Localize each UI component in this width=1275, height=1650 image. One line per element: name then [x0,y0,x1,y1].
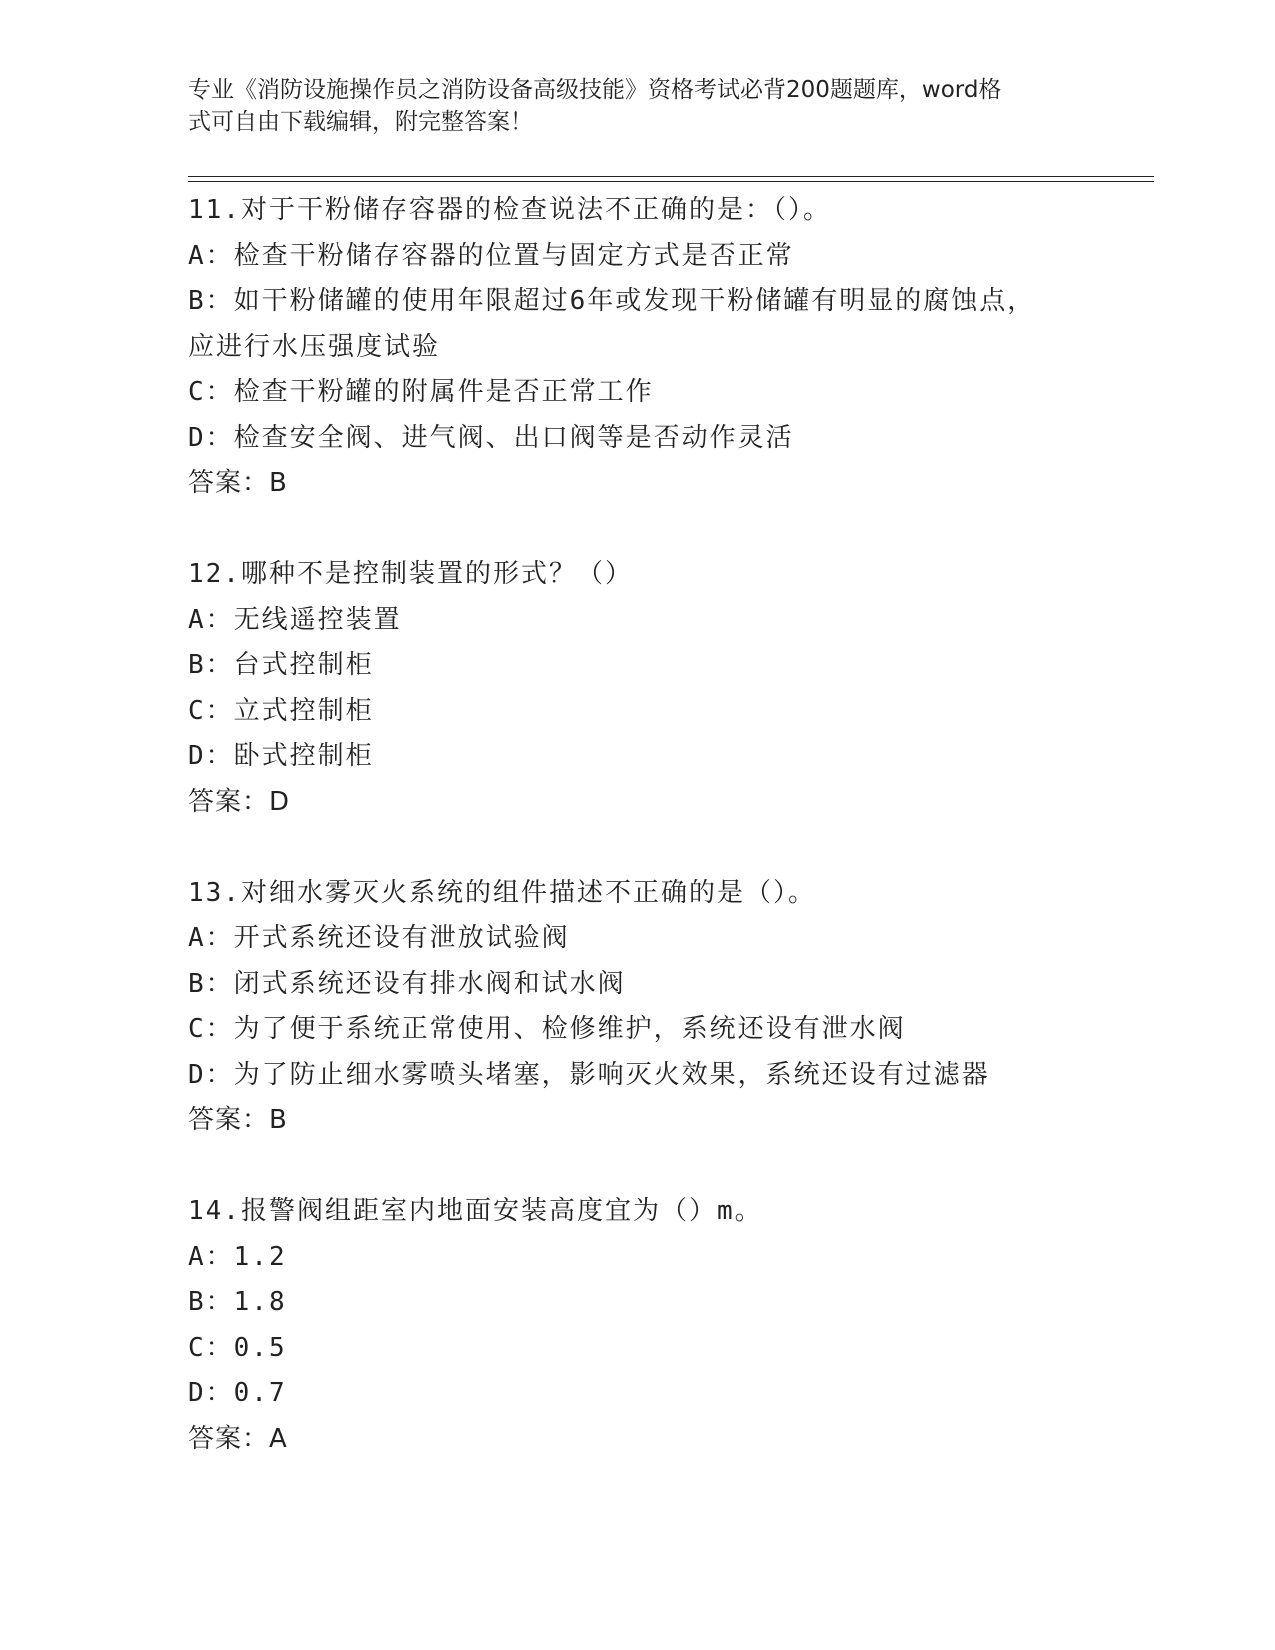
question-block [188,1189,1154,1462]
question-stem: 11.对于干粉储存容器的检查说法不正确的是：（）。 [188,195,831,225]
header-divider-bottom [188,181,1154,182]
option-a: A：1.2 [188,1241,287,1272]
option-c: C：检查干粉罐的附属件是否正常工作 [188,377,654,407]
answer-label: 答案：B [188,1105,288,1135]
question-spacer [188,825,1154,871]
answer-label: 答案：D [188,786,291,817]
option-b: B：台式控制柜 [188,650,374,680]
question-block [188,871,1154,1144]
option-d: D：检查安全阀、进气阀、出口阀等是否动作灵活 [188,422,794,453]
question-spacer [188,507,1154,553]
question-stem: 13.对细水雾灭火系统的组件描述不正确的是（）。 [188,877,816,908]
option-b: B：如干粉储罐的使用年限超过6年或发现干粉储罐有明显的腐蚀点， [188,286,1036,316]
header-divider-top [188,176,1154,177]
option-b: B：闭式系统还设有排水阀和试水阀 [188,968,626,999]
answer-label: 答案：A [188,1423,288,1454]
option-a: A：无线遥控装置 [188,604,402,635]
answer-label: 答案：B [188,468,288,498]
option-c: C：0.5 [188,1332,287,1363]
option-d: D：为了防止细水雾喷头堵塞，影响灭火效果，系统还设有过滤器 [188,1059,990,1090]
option-d: D：卧式控制柜 [188,741,374,771]
option-b: B：1.8 [188,1287,287,1317]
option-a: A：检查干粉储存容器的位置与固定方式是否正常 [188,240,794,271]
question-block [188,188,1154,507]
question-list [188,188,1154,1462]
document-header [188,74,1068,138]
option-d: D：0.7 [188,1378,287,1408]
question-block [188,552,1154,825]
option-a: A：开式系统还设有泄放试验阀 [188,923,570,953]
question-spacer [188,1144,1154,1190]
option-c: C：为了便于系统正常使用、检修维护，系统还设有泄水阀 [188,1014,906,1044]
question-stem: 14.报警阀组距室内地面安装高度宜为（）m。 [188,1196,763,1226]
header-line-1: 专业《消防设施操作员之消防设备高级技能》资格考试必背200题题库，word格 [188,77,1002,103]
option-c: C：立式控制柜 [188,695,374,726]
question-stem: 12.哪种不是控制装置的形式？（） [188,559,633,589]
header-line-2: 式可自由下载编辑，附完整答案！ [188,109,533,135]
option-b-continued: 应进行水压强度试验 [188,331,441,362]
